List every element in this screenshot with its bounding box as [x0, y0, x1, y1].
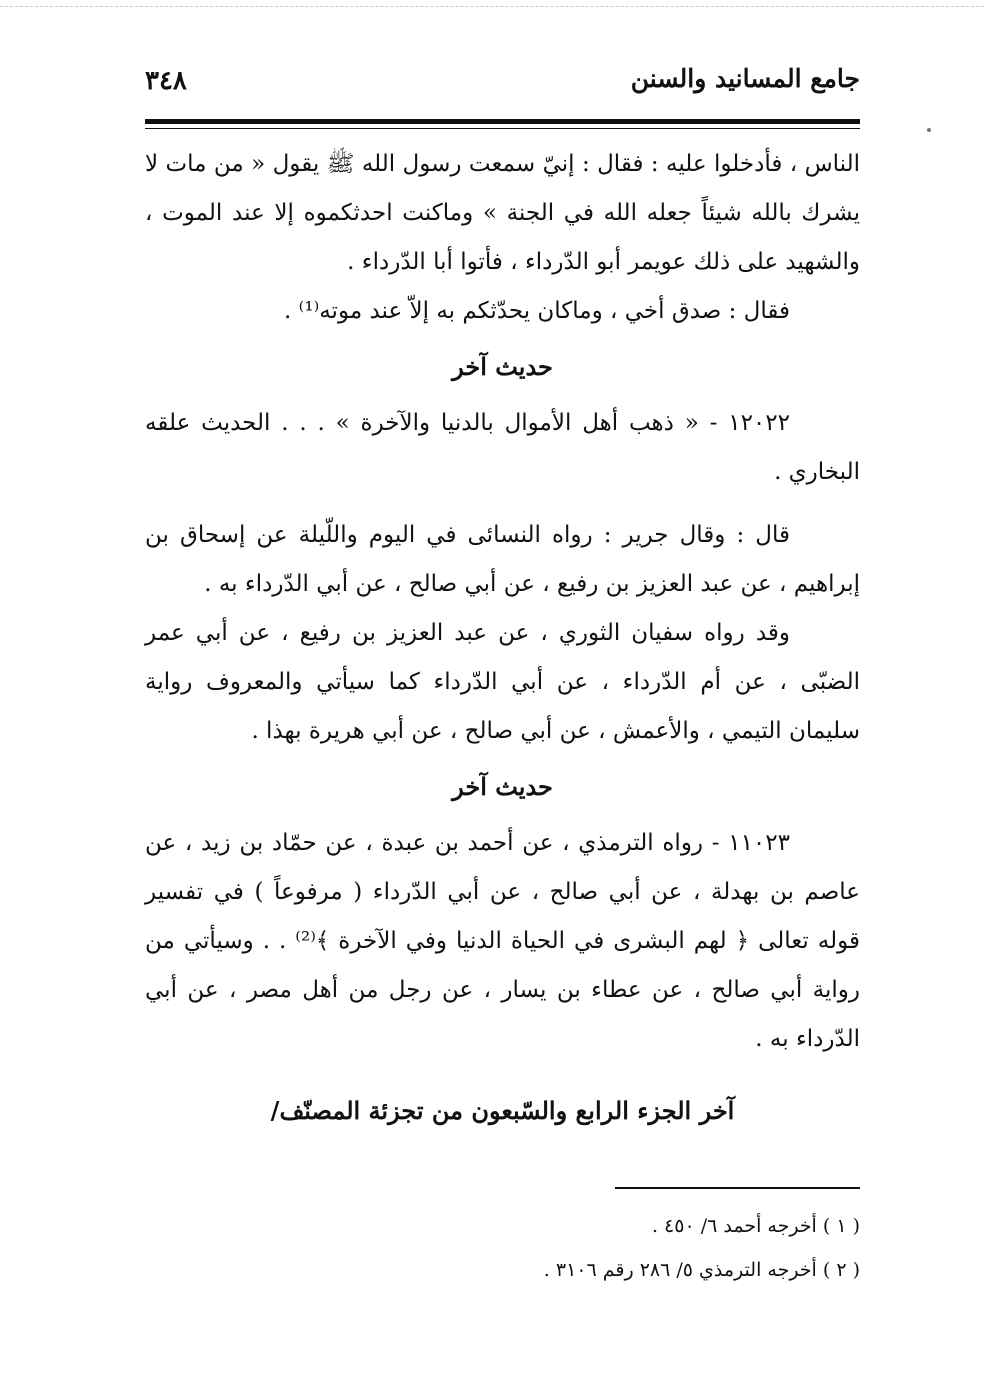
margin-speck	[927, 128, 931, 132]
page-header	[145, 60, 860, 120]
footnote-separator	[615, 1187, 860, 1189]
closing-line: آخر الجزء الرابع والسّبعون من تجزئة المصنّف/	[270, 1096, 735, 1125]
section-heading-1: حديث آخر	[452, 352, 553, 381]
header-rule-thin	[145, 128, 860, 129]
book-title: جامع المسانيد والسنن	[630, 64, 860, 93]
paragraph-5: وقد رواه سفيان الثوري ، عن عبد العزيز بن رفيع ، عن أبي عمر الضبّى ، عن أم الدّرداء ، عن أبي الدّرداء كما سيأتي والمعروف رواية سليمان التيمي ، والأعمش ، عن أبي صالح ، عن أبي هريرة بهذا .	[145, 620, 860, 744]
section-heading-2: حديث آخر	[452, 772, 553, 801]
footnote-1: ( ١ ) أخرجه أحمد ٦/ ٤٥٠ .	[651, 1215, 860, 1237]
paragraph-1: الناس ، فأدخلوا عليه : فقال : إنيّ سمعت رسول الله ﷺ يقول « من مات لا يشرك بالله شيئاً جعله الله في الجنة » وماكنت احدثكموه إلا عند الموت ، والشهيد على ذلك عويمر أبو الدّرداء ، فأتوا أبا الدّرداء .	[145, 151, 860, 275]
paragraph-3: ١٢٠٢٢ - « ذهب أهل الأموال بالدنيا والآخرة » . . . الحديث علقه البخاري .	[145, 410, 860, 485]
main-text	[145, 140, 860, 1135]
scan-edge-dots	[0, 6, 984, 7]
footnote-2: ( ٢ ) أخرجه الترمذي ٥/ ٢٨٦ رقم ٣١٠٦ .	[543, 1259, 860, 1281]
paragraph-2: فقال : صدق أخي ، وماكان يحدّثكم به إلاّ عند موته⁽¹⁾ .	[284, 298, 790, 324]
paragraph-6: ١١٠٢٣ - رواه الترمذي ، عن أحمد بن عبدة ، عن حمّاد بن زيد ، عن عاصم بن بهدلة ، عن أبي صالح ، عن أبي الدّرداء ( مرفوعاً ) في تفسير قوله تعالى ﴿ لهم البشرى في الحياة الدنيا وفي الآخرة ﴾⁽²⁾ . . وسيأتي من رواية أبي صالح ، عن عطاء بن يسار ، عن رجل من أهل مصر ، عن أبي الدّرداء به .	[145, 830, 860, 1052]
paragraph-4: قال : وقال جرير : رواه النسائى في اليوم واللّيلة عن إسحاق بن إبراهيم ، عن عبد العزيز بن رفيع ، عن أبي صالح ، عن أبي الدّرداء به .	[145, 522, 860, 597]
page-number: ٣٤٨	[145, 66, 187, 96]
footnotes	[145, 1204, 860, 1292]
header-rule	[145, 119, 860, 124]
